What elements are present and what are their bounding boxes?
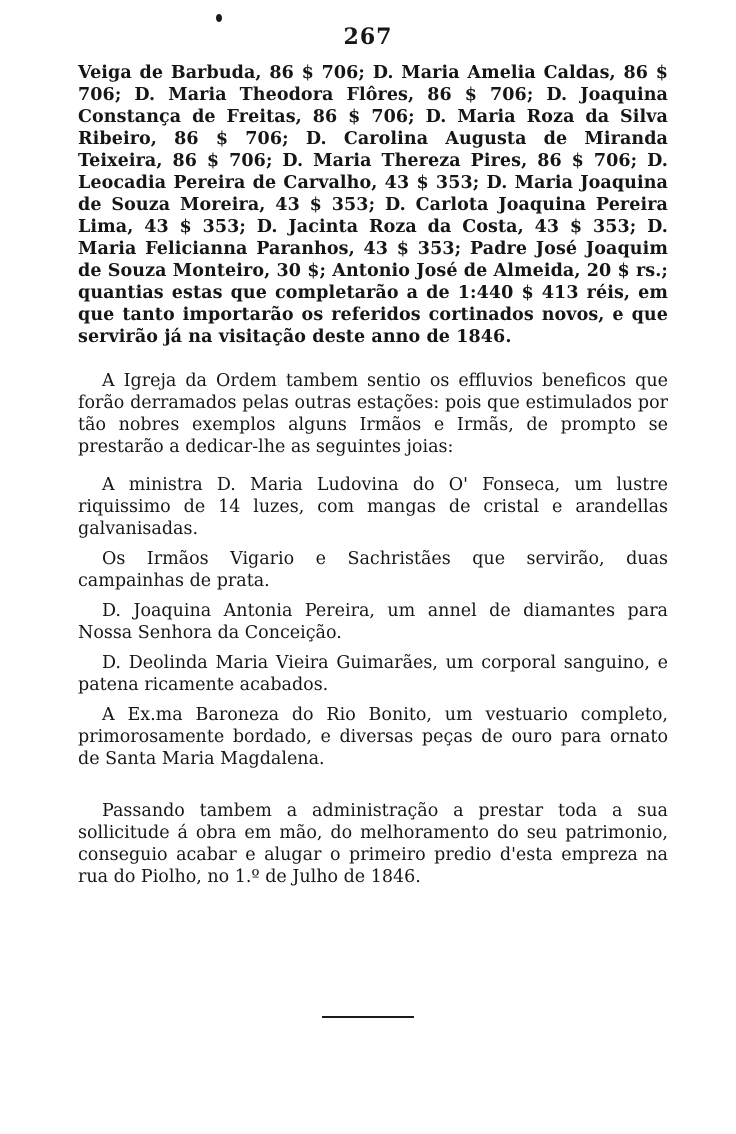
- paragraph-administration: Passando tambem a administração a prestar toda a sua sollicitude á obra em mão, do melhoramento do seu patrimonio, conseguio acabar e alugar o primeiro predio d'esta empreza na rua do Piolho, no 1.º de Julho de 1846.: [78, 801, 668, 887]
- section-divider: [322, 1016, 414, 1018]
- paragraph-donor-list: Veiga de Barbuda, 86 $ 706; D. Maria Amelia Caldas, 86 $ 706; D. Maria Theodora Flôres, 86 $ 706; D. Joaquina Constança de Freitas, 86 $ 706; D. Maria Roza da Silva Ribeiro, 86 $ 706; D. Carolina Augusta de Miranda Teixeira, 86 $ 706; D. Maria Thereza Pires, 86 $ 706; D. Leocadia Pereira de Carvalho, 43 $ 353; D. Maria Joaquina de Souza Moreira, 43 $ 353; D. Carlota Joaquina Pereira Lima, 43 $ 353; D. Jacinta Roza da Costa, 43 $ 353; D. Maria Felicianna Paranhos, 43 $ 353; Padre José Joaquim de Souza Monteiro, 30 $; Antonio José de Almeida, 20 $ rs.; quantias estas que completarão a de 1:440 $ 413 réis, em que tanto importarão os referidos cortinados novos, e que servirão já na visitação deste anno de 1846.: [78, 63, 668, 347]
- paragraph-bells: Os Irmãos Vigario e Sachristães que servirão, duas campainhas de prata.: [78, 549, 668, 591]
- paragraph-church-jewels-intro: A Igreja da Ordem tambem sentio os effluvios beneficos que forão derramados pelas outras estações: pois que estimulados por tão nobres exemplos alguns Irmãos e Irmãs, de prompto se prestarão a dedicar-lhe as seguintes joias:: [78, 371, 668, 457]
- paragraph-ring: D. Joaquina Antonia Pereira, um annel de diamantes para Nossa Senhora da Conceição.: [78, 601, 668, 643]
- body-text: [78, 62, 668, 888]
- print-speck: [216, 14, 222, 22]
- page-number: 267: [343, 24, 393, 50]
- paragraph-corporal: D. Deolinda Maria Vieira Guimarães, um corporal sanguino, e patena ricamente acabados.: [78, 653, 668, 695]
- paragraph-chandelier: A ministra D. Maria Ludovina do O' Fonseca, um lustre riquissimo de 14 luzes, com mangas de cristal e arandellas galvanisadas.: [78, 475, 668, 539]
- paragraph-vestment: A Ex.ma Baroneza do Rio Bonito, um vestuario completo, primorosamente bordado, e diversas peças de ouro para ornato de Santa Maria Magdalena.: [78, 705, 668, 769]
